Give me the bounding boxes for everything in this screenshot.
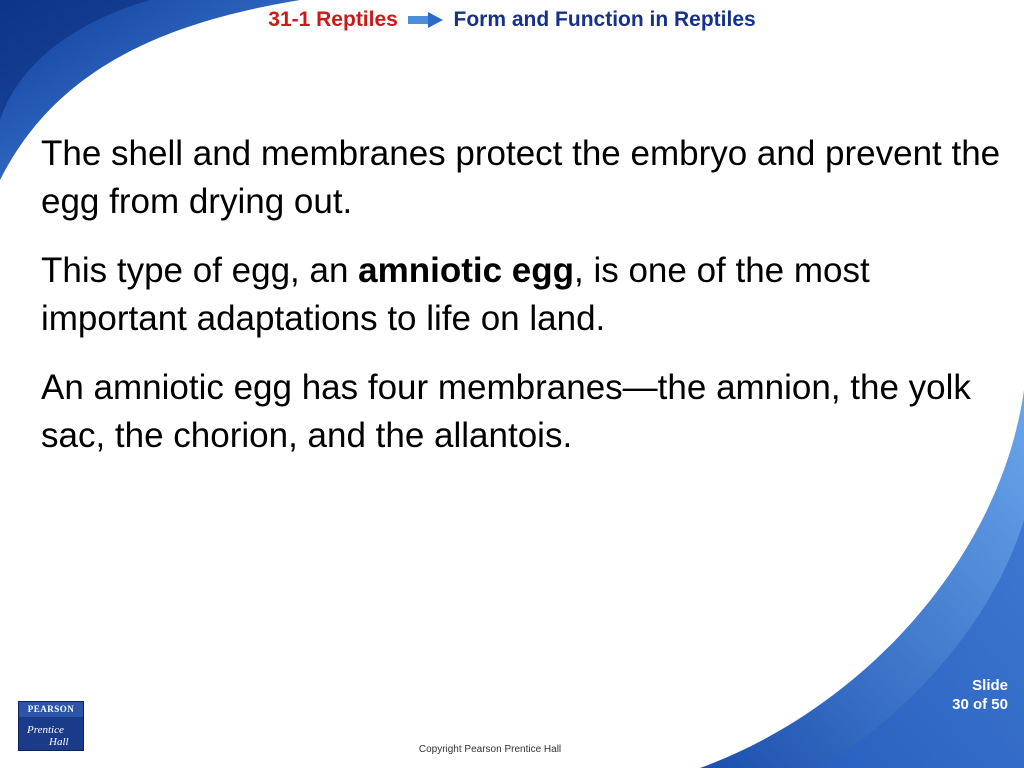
p2-text-after: , is one of the most important adaptations to life on land. <box>41 251 870 338</box>
logo-line-2: Hall <box>49 736 69 748</box>
paragraph-2 <box>41 247 1001 343</box>
logo-line-1: Prentice <box>27 724 64 736</box>
arrow-right-icon <box>408 11 444 29</box>
slide-label: Slide <box>972 677 1008 694</box>
slide-body <box>41 130 1001 481</box>
section-title: 31-1 Reptiles <box>268 8 398 31</box>
slide-counter <box>952 676 1008 714</box>
copyright-notice: Copyright Pearson Prentice Hall <box>418 744 562 755</box>
paragraph-3: An amniotic egg has four membranes—the amnion, the yolk sac, the chorion, and the allantois. <box>41 368 971 455</box>
p2-text-before: This type of egg, an <box>41 251 359 290</box>
slide-header <box>0 8 1024 32</box>
logo-brand: PEARSON <box>19 702 83 717</box>
paragraph-1: The shell and membranes protect the embryo and prevent the egg from drying out. <box>41 134 1001 221</box>
term-amniotic-egg: amniotic egg <box>358 251 575 290</box>
slide-position: 30 of 50 <box>952 696 1008 713</box>
topic-title: Form and Function in Reptiles <box>453 8 756 31</box>
